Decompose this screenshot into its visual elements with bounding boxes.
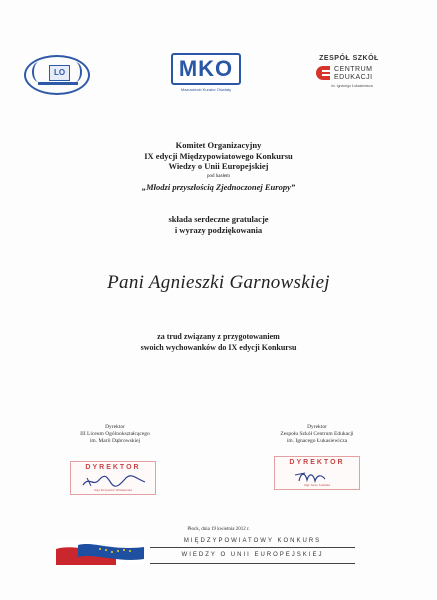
zsce-mark-icon — [316, 66, 330, 80]
mko-logo-caption: Mazowiecki Kurator Oświaty — [180, 87, 232, 92]
signature-right — [232, 424, 402, 445]
signature-right-org2: im. Ignacego Łukasiewicza — [286, 438, 348, 444]
reason-block — [40, 332, 397, 353]
stamp-left — [70, 461, 156, 495]
reason-line2: swoich wychowanków do IX edycji Konkursu — [140, 342, 297, 352]
stamp-right-foot: mgr Jerzy Jasiński — [304, 483, 330, 487]
eu-flag-graphic — [56, 541, 144, 565]
header-block — [40, 140, 397, 193]
date-line: Płock, dnia 19 kwietnia 2012 r. — [187, 527, 250, 532]
gratitude-line1: składa serdeczne gratulacje — [168, 214, 269, 224]
zsce-logo-caption: im. Ignacego Łukasiewicza — [331, 84, 373, 88]
gratitude-line2: i wyrazy podziękowania — [174, 224, 263, 235]
signature-right-org1: Zespołu Szkół Centrum Edukacji — [280, 431, 354, 437]
signature-left — [30, 424, 200, 445]
footer-divider-bottom — [150, 563, 355, 564]
logo-arc-right — [68, 62, 82, 82]
signature-left-org2: im. Marii Dąbrowskiej — [89, 438, 141, 444]
gratitude-block — [40, 214, 397, 235]
signature-left-role: Dyrektor — [105, 424, 125, 430]
zsce-logo-title: ZESPÓŁ SZKÓŁ — [319, 55, 379, 62]
logo-arc-left — [32, 62, 46, 82]
zsce-logo-line2: EDUKACJI — [334, 74, 373, 81]
stamp-right-title: DYREKTOR — [289, 459, 345, 466]
footer-title-line2: WIEDZY O UNII EUROPEJSKIEJ — [181, 552, 324, 558]
zsce-logo — [313, 55, 385, 93]
signature-left-scribble — [81, 474, 147, 488]
lo-logo-text: LO — [49, 65, 70, 81]
stamp-right — [274, 456, 360, 490]
header-line1: Komitet Organizacyjny — [175, 140, 262, 150]
header-motto: „Młodzi przyszłością Zjednoczonej Europy” — [141, 182, 296, 192]
logo-base — [38, 82, 78, 85]
footer-divider-top — [150, 547, 355, 548]
signature-right-role: Dyrektor — [307, 424, 327, 430]
header-line3: Wiedzy o Unii Europejskiej — [168, 161, 269, 171]
stamp-left-title: DYREKTOR — [85, 464, 141, 471]
reason-line1: za trud związany z przygotowaniem — [157, 332, 280, 341]
signature-left-org1: III Liceum Ogólnokształcącego — [80, 431, 150, 437]
signature-right-scribble — [285, 469, 351, 483]
footer-title-line1: MIĘDZYPOWIATOWY KONKURS — [183, 538, 322, 544]
stamp-left-foot: mgr Krzysztof Wiśniewski — [94, 488, 132, 492]
recipient-name: Pani Agnieszki Garnowskiej — [107, 272, 330, 293]
mko-logo-text: MKO — [171, 53, 241, 85]
mko-logo — [171, 53, 241, 95]
header-under: pod hasłem — [207, 173, 230, 179]
school-lo-logo — [24, 55, 90, 95]
zsce-logo-line1: CENTRUM — [334, 66, 373, 73]
header-line2: IX edycji Międzypowiatowego Konkursu — [144, 150, 293, 161]
